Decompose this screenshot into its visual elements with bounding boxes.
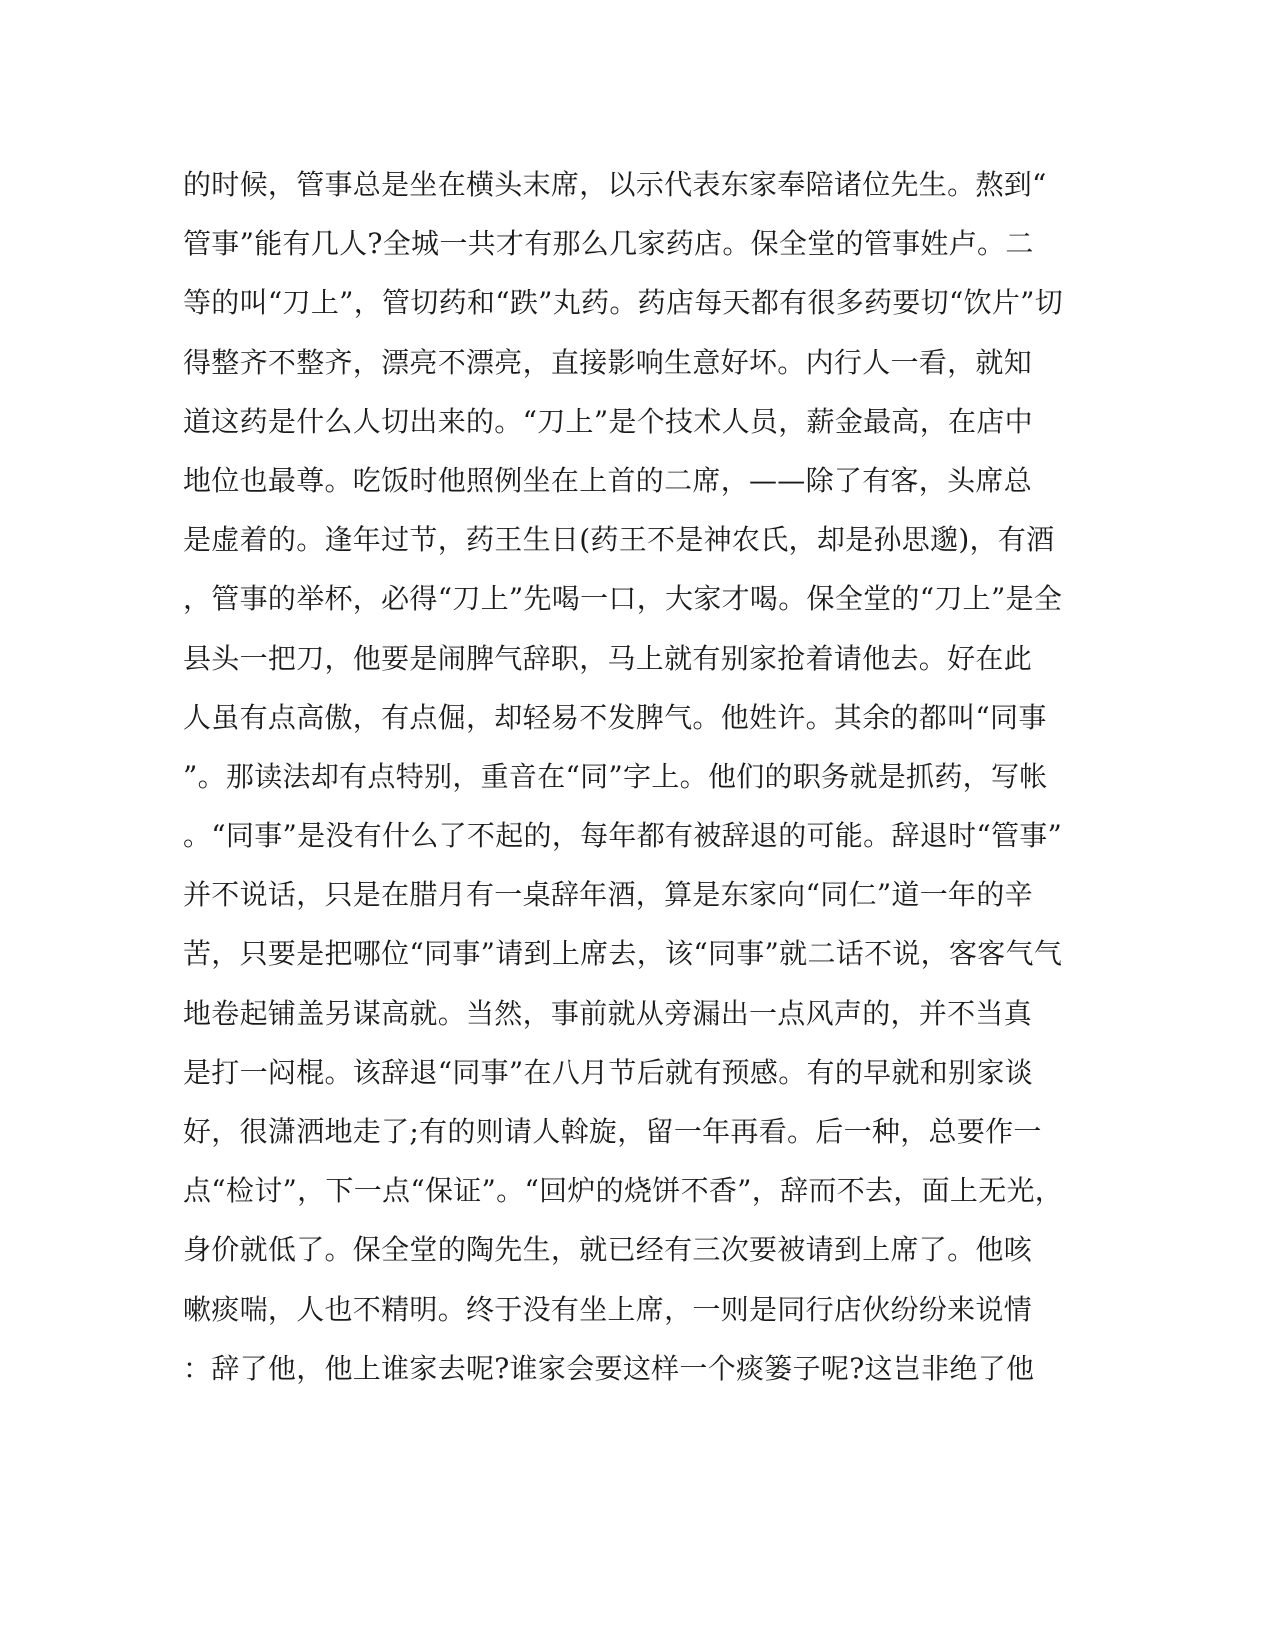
text-line: 苦，只要是把哪位“同事”请到上席去，该“同事”就二话不说，客客气气 (183, 937, 1063, 971)
text-line: 得整齐不整齐，漂亮不漂亮，直接影响生意好坏。内行人一看，就知 (183, 345, 1033, 379)
text-line: ：辞了他，他上谁家去呢?谁家会要这样一个痰篓子呢?这岂非绝了他 (183, 1351, 1035, 1385)
text-line: 。“同事”是没有什么了不起的，每年都有被辞退的可能。辞退时“管事” (183, 819, 1063, 853)
text-line: 是打一闷棍。该辞退“同事”在八月节后就有预感。有的早就和别家谈 (183, 1055, 1033, 1089)
text-line: 是虚着的。逢年过节，药王生日(药王不是神农氏，却是孙思邈)，有酒 (183, 523, 1055, 557)
text-line: 地位也最尊。吃饭时他照例坐在上首的二席，——除了有客，头席总 (183, 463, 1033, 497)
text-line: 点“检讨”，下一点“保证”。“回炉的烧饼不香”，辞而不去，面上无光， (183, 1174, 1064, 1208)
text-line: 的时候，管事总是坐在横头末席，以示代表东家奉陪诸位先生。熬到“ (183, 168, 1047, 201)
text-line: 管事”能有几人?全城一共才有那么几家药店。保全堂的管事姓卢。二 (183, 227, 1034, 261)
text-line: 道这药是什么人切出来的。“刀上”是个技术人员，薪金最高，在店中 (183, 404, 1033, 438)
text-line: 地卷起铺盖另谋高就。当然，事前就从旁漏出一点风声的，并不当真 (183, 996, 1033, 1030)
text-line: 等的叫“刀上”，管切药和“跌”丸药。药店每天都有很多药要切“饮片”切 (183, 286, 1064, 320)
text-line: 并不说话，只是在腊月有一桌辞年酒，算是东家向“同仁”道一年的辛 (183, 878, 1033, 912)
text-line: 好，很潇洒地走了;有的则请人斡旋，留一年再看。后一种，总要作一 (183, 1115, 1042, 1148)
text-line: ”。那读法却有点特别，重音在“同”字上。他们的职务就是抓药，写帐 (183, 759, 1048, 793)
text-line: 嗽痰喘，人也不精明。终于没有坐上席，一则是同行店伙纷纷来说情 (183, 1292, 1033, 1326)
body-text (183, 155, 1064, 1398)
text-line: 县头一把刀，他要是闹脾气辞职，马上就有别家抢着请他去。好在此 (183, 641, 1033, 675)
text-line: ，管事的举杯，必得“刀上”先喝一口，大家才喝。保全堂的“刀上”是全 (183, 582, 1063, 616)
text-line: 身价就低了。保全堂的陶先生，就已经有三次要被请到上席了。他咳 (183, 1233, 1033, 1267)
text-line: 人虽有点高傲，有点倔，却轻易不发脾气。他姓许。其余的都叫“同事 (183, 700, 1047, 734)
